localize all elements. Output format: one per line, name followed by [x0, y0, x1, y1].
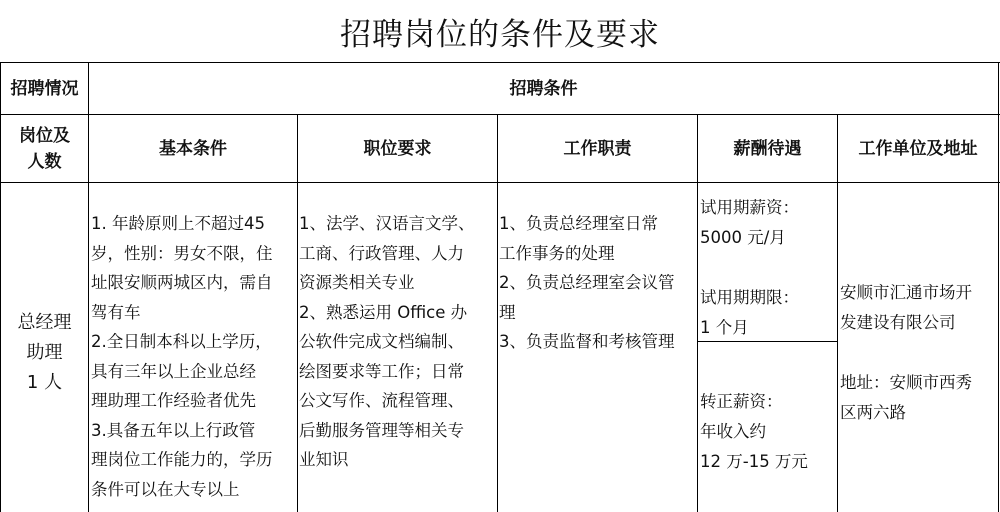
duties-line-1: 1、负责总经理室日常 — [499, 214, 658, 233]
basic-line-6: 具有三年以上企业总经 — [91, 361, 256, 381]
basic-line-5: 2.全日制本科以上学历， — [91, 332, 272, 351]
header-recruitment-conditions: 招聘条件 — [509, 78, 578, 99]
basic-line-7: 理助理工作经验者优先 — [91, 391, 256, 410]
trial-period-value: 1 个月 — [700, 318, 749, 337]
requirements-line-9: 业知识 — [299, 450, 349, 469]
requirements-line-6: 绘图要求等工作；日常 — [299, 361, 464, 381]
page-title: 招聘岗位的条件及要求 — [340, 16, 660, 53]
duties-line-3: 2、负责总经理室会议管 — [499, 273, 675, 292]
table-row-divider-2 — [0, 182, 1000, 183]
basic-conditions-cell — [91, 209, 273, 504]
basic-line-10: 条件可以在大专以上 — [91, 479, 240, 499]
trial-salary-label: 试用期薪资： — [700, 198, 799, 217]
requirements-line-1: 1、法学、汉语言文学、 — [299, 214, 475, 233]
annual-income-value: 12 万-15 万元 — [700, 452, 808, 471]
header-position-line-2: 人数 — [27, 151, 62, 172]
annual-income-label: 年收入约 — [700, 422, 766, 441]
requirements-line-5: 公软件完成文档编制、 — [299, 332, 464, 351]
position-name-cell — [1, 308, 88, 398]
header-job-duties: 工作职责 — [563, 138, 632, 159]
header-position-count — [1, 115, 88, 182]
company-line-2: 发建设有限公司 — [840, 313, 956, 332]
duties-line-5: 3、负责监督和考核管理 — [499, 332, 675, 351]
position-name-line-1: 总经理 — [17, 312, 72, 333]
salary-regular-cell — [700, 387, 808, 477]
position-name-line-2: 助理 — [26, 342, 63, 363]
basic-line-9: 理岗位工作能力的，学历 — [91, 450, 273, 469]
duties-line-4: 理 — [499, 302, 516, 322]
requirements-line-8: 后勤服务管理等相关专 — [299, 420, 464, 440]
basic-line-2: 岁，性别：男女不限，住 — [91, 243, 273, 263]
header-salary-benefits: 薪酬待遇 — [733, 138, 802, 159]
job-duties-cell — [499, 209, 675, 357]
requirements-line-7: 公文写作、流程管理、 — [299, 391, 464, 410]
basic-line-8: 3.具备五年以上行政管 — [91, 420, 256, 440]
header-job-requirements: 职位要求 — [363, 138, 432, 159]
basic-line-1: 1. 年龄原则上不超过45 — [91, 214, 265, 233]
duties-line-2: 工作事务的处理 — [499, 243, 615, 263]
employer-address-cell — [840, 278, 972, 428]
requirements-line-3: 资源类相关专业 — [299, 273, 415, 292]
table-border-right — [998, 62, 999, 512]
header-position-line-1: 岗位及 — [19, 125, 70, 146]
position-count: 1 人 — [26, 372, 63, 393]
address-line-2: 区两六路 — [840, 403, 906, 422]
header-employer-address: 工作单位及地址 — [858, 138, 978, 159]
basic-line-3: 址限安顺两城区内，需自 — [91, 273, 273, 292]
address-line-1: 地址：安顺市西秀 — [840, 373, 972, 392]
salary-trial-cell — [700, 193, 799, 343]
requirements-line-4: 2、熟悉运用 Office 办 — [299, 302, 468, 322]
employer-spacer — [840, 338, 972, 368]
company-line-1: 安顺市汇通市场开 — [840, 283, 972, 302]
requirements-line-2: 工商、行政管理、人力 — [299, 243, 464, 263]
job-requirements-cell — [299, 209, 475, 475]
header-basic-conditions: 基本条件 — [159, 138, 227, 159]
basic-line-4: 驾有车 — [91, 302, 141, 322]
header-recruitment-status: 招聘情况 — [10, 78, 79, 99]
trial-salary-value: 5000 元/月 — [700, 228, 786, 247]
regular-salary-label: 转正薪资： — [700, 392, 783, 411]
trial-period-label: 试用期期限： — [700, 288, 799, 307]
salary-spacer — [700, 253, 799, 283]
